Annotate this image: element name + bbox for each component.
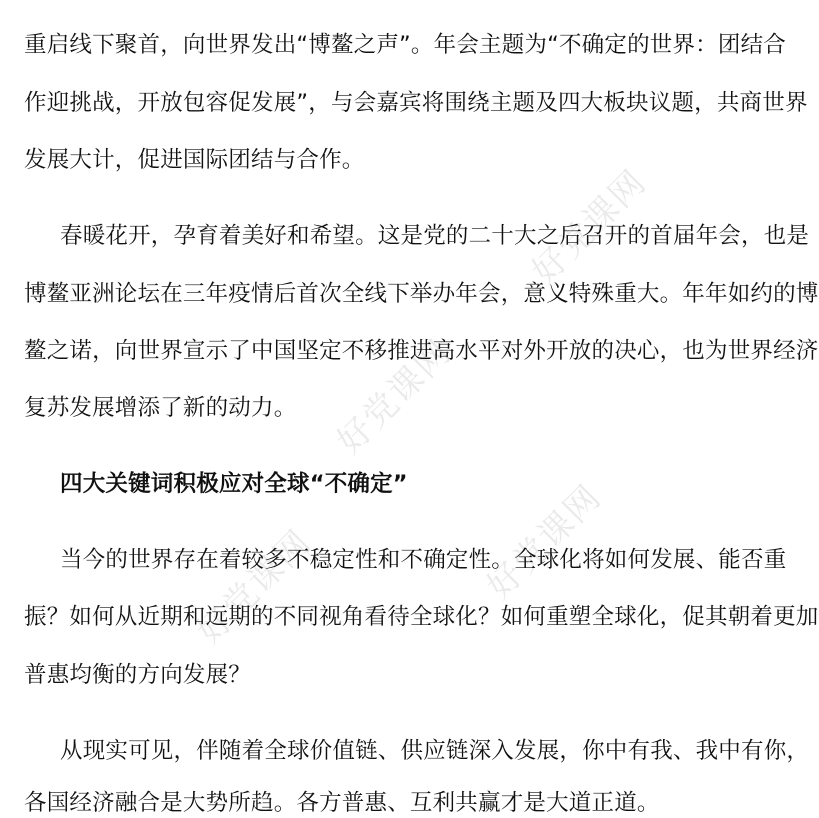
paragraph-line: 从现实可见，伴随着全球价值链、供应链深入发展，你中有我、我中有你， (60, 738, 810, 764)
watermark-2: 好党课网 (329, 331, 460, 463)
paragraph-line: 各国经济融合是大势所趋。各方普惠、互利共赢才是大道正道。 (24, 790, 660, 816)
paragraph-line: 春暖花开，孕育着美好和希望。这是党的二十大之后召开的首届年会，也是 (60, 223, 810, 249)
paragraph-line: 重启线下聚首，向世界发出“博鳌之声”。年会主题为“不确定的世界：团结合 (24, 32, 786, 58)
watermark-3: 好党课网 (479, 476, 610, 608)
paragraph-line: 鳌之诺，向世界宣示了中国坚定不移推进高水平对外开放的决心，也为世界经济 (24, 338, 819, 364)
watermark-1: 好党课网 (524, 161, 655, 293)
paragraph-line: 博鳌亚洲论坛在三年疫情后首次全线下举办年会，意义特殊重大。年年如约的博 (24, 281, 819, 307)
paragraph-line: 振？如何从近期和远期的不同视角看待全球化？如何重塑全球化，促其朝着更加 (24, 604, 819, 630)
paragraph-line: 复苏发展增添了新的动力。 (24, 395, 297, 421)
section-heading: 四大关键词积极应对全球“不确定” (60, 471, 408, 497)
paragraph-line: 作迎挑战，开放包容促发展”，与会嘉宾将围绕主题及四大板块议题，共商世界 (24, 90, 808, 116)
paragraph-line: 当今的世界存在着较多不稳定性和不确定性。全球化将如何发展、能否重 (60, 547, 787, 573)
paragraph-line: 普惠均衡的方向发展？ (24, 662, 252, 688)
paragraph-line: 发展大计，促进国际团结与合作。 (24, 147, 365, 173)
watermark-4: 好党课网 (189, 521, 320, 653)
